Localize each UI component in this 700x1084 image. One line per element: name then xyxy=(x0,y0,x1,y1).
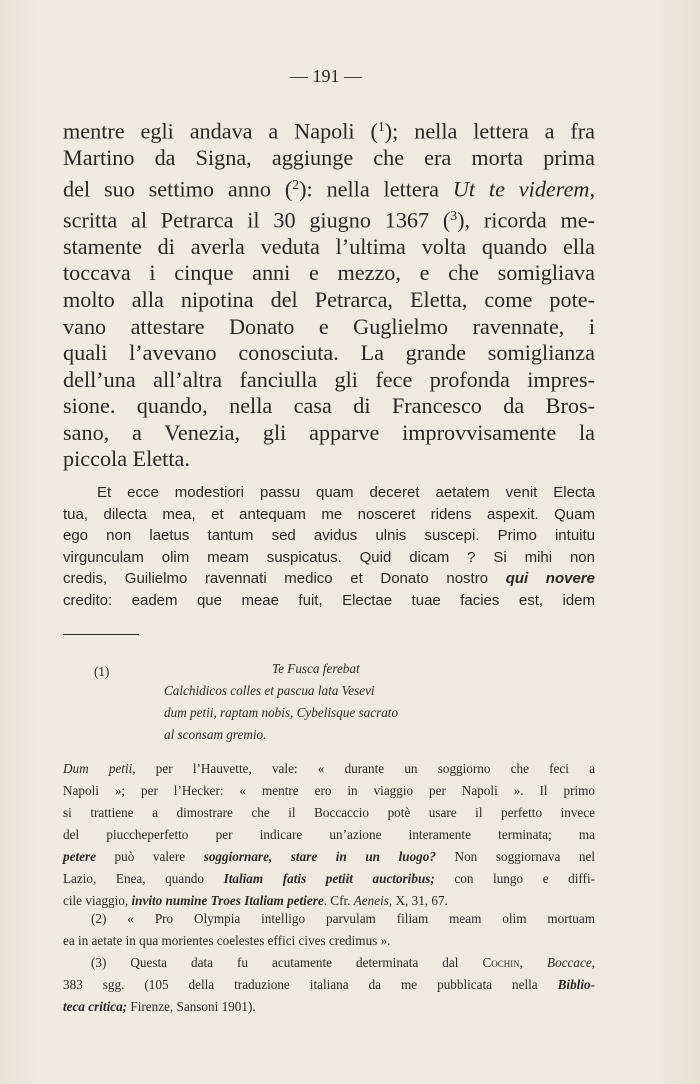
footnote-line: (2) « Pro Olympia intelligo parvulam filiam meam olim mortuam xyxy=(91,911,595,926)
latin-quote xyxy=(63,482,595,612)
text-line: piccola Eletta. xyxy=(63,446,190,472)
footnote-line: petere può valere soggiornare, stare in un luogo? Non soggiornava nel xyxy=(63,849,595,864)
text-line: Martino da Signa, aggiunge che era morta prima xyxy=(63,145,595,171)
verse-line: al sconsam gremio. xyxy=(164,727,267,742)
main-paragraph xyxy=(63,114,595,473)
text-line: sione. quando, nella casa di Francesco da Bros- xyxy=(63,393,595,419)
footnote-line: Lazio, Enea, quando Italiam fatis petiit auctoribus; con lungo e diffi- xyxy=(63,871,596,886)
footnote-divider xyxy=(63,634,139,635)
quote-line: credis, Guilielmo ravennati medico et Donato nostro qui novere xyxy=(63,570,595,588)
footnote-1-verse xyxy=(164,658,604,746)
text-line: mentre egli andava a Napoli ($^1$); nella lettera a fra xyxy=(63,118,595,144)
verse-line: Calchidicos colles et pascua lata Vesevi xyxy=(164,683,375,698)
footnote-line: teca critica; Firenze, Sansoni 1901). xyxy=(63,999,256,1014)
text-line: scritta al Petrarca il 30 giugno 1367 ($^3$), ricorda me- xyxy=(63,207,595,233)
quote-line: Et ecce modestiori passu quam deceret aetatem venit Electa xyxy=(97,484,595,501)
footnote-line: Dum petii, per l’Hauvette, vale: « durante un soggiorno che feci a xyxy=(63,761,595,776)
footnote-line: cile viaggio, invito numine Troes Italiam petiere. Cfr. Aeneis, X, 31, 67. xyxy=(63,893,448,908)
footnote-1 xyxy=(63,758,595,912)
quote-line: virgunculam olim meam suspicatus. Quid dicam ? Si mihi non xyxy=(63,548,595,566)
footnote-1-marker: (1) xyxy=(94,664,110,679)
quote-line: ego non laetus tantum sed avidus ulnis suscepi. Primo intuitu xyxy=(63,527,595,545)
letter-title: Ut te viderem xyxy=(452,176,590,202)
footnote-2 xyxy=(63,908,595,952)
text-line: stamente di averla veduta l’ultima volta quando ella xyxy=(63,233,595,259)
text-line: del suo settimo anno ($^2$): nella lettera Ut te viderem, xyxy=(63,176,595,202)
text-line: sano, a Venezia, gli apparve improvvisamente la xyxy=(63,419,595,445)
text-line: vano attestare Donato e Guglielmo ravennate, i xyxy=(63,313,595,339)
footnote-line: 383 sgg. (105 della traduzione italiana da me pubblicata nella Biblio- xyxy=(63,977,595,992)
footnote-line: del piuccheperfetto per indicare un’azione interamente terminata; ma xyxy=(63,827,595,842)
footnote-line: Napoli »; per l’Hecker: « mentre ero in viaggio per Napoli ». Il primo xyxy=(63,783,595,798)
footnote-line: (3) Questa data fu acutamente determinata dal Cochin, Boccace, xyxy=(91,955,595,970)
quote-line: tua, dilecta mea, et antequam me nosceret ridens aspexit. Quam xyxy=(63,505,595,523)
footnote-line: si trattiene a dimostrare che il Boccaccio potè usare il perfetto invece xyxy=(63,805,595,820)
text-line: dell’una all’altra fanciulla gli fece profonda impres- xyxy=(63,366,595,392)
verse-line: dum petii, raptam nobis, Cybelisque sacrato xyxy=(164,705,399,720)
author-name: Cochin xyxy=(482,955,520,970)
text-line: quali l’avevano conosciuta. La grande somiglianza xyxy=(63,340,595,366)
footnote-3 xyxy=(63,952,595,1018)
text-line: toccava i cinque anni e mezzo, e che somigliava xyxy=(63,260,595,286)
verse-line: Te Fusca ferebat xyxy=(272,661,360,676)
footnote-line: ea in aetate in qua morientes coelestes effici cives credimus ». xyxy=(63,933,391,948)
quote-line: credito: eadem que meae fuit, Electae tuae facies est, idem xyxy=(63,591,595,609)
text-line: molto alla nipotina del Petrarca, Eletta, come pote- xyxy=(63,286,595,312)
page-number: — 191 — xyxy=(290,66,362,86)
